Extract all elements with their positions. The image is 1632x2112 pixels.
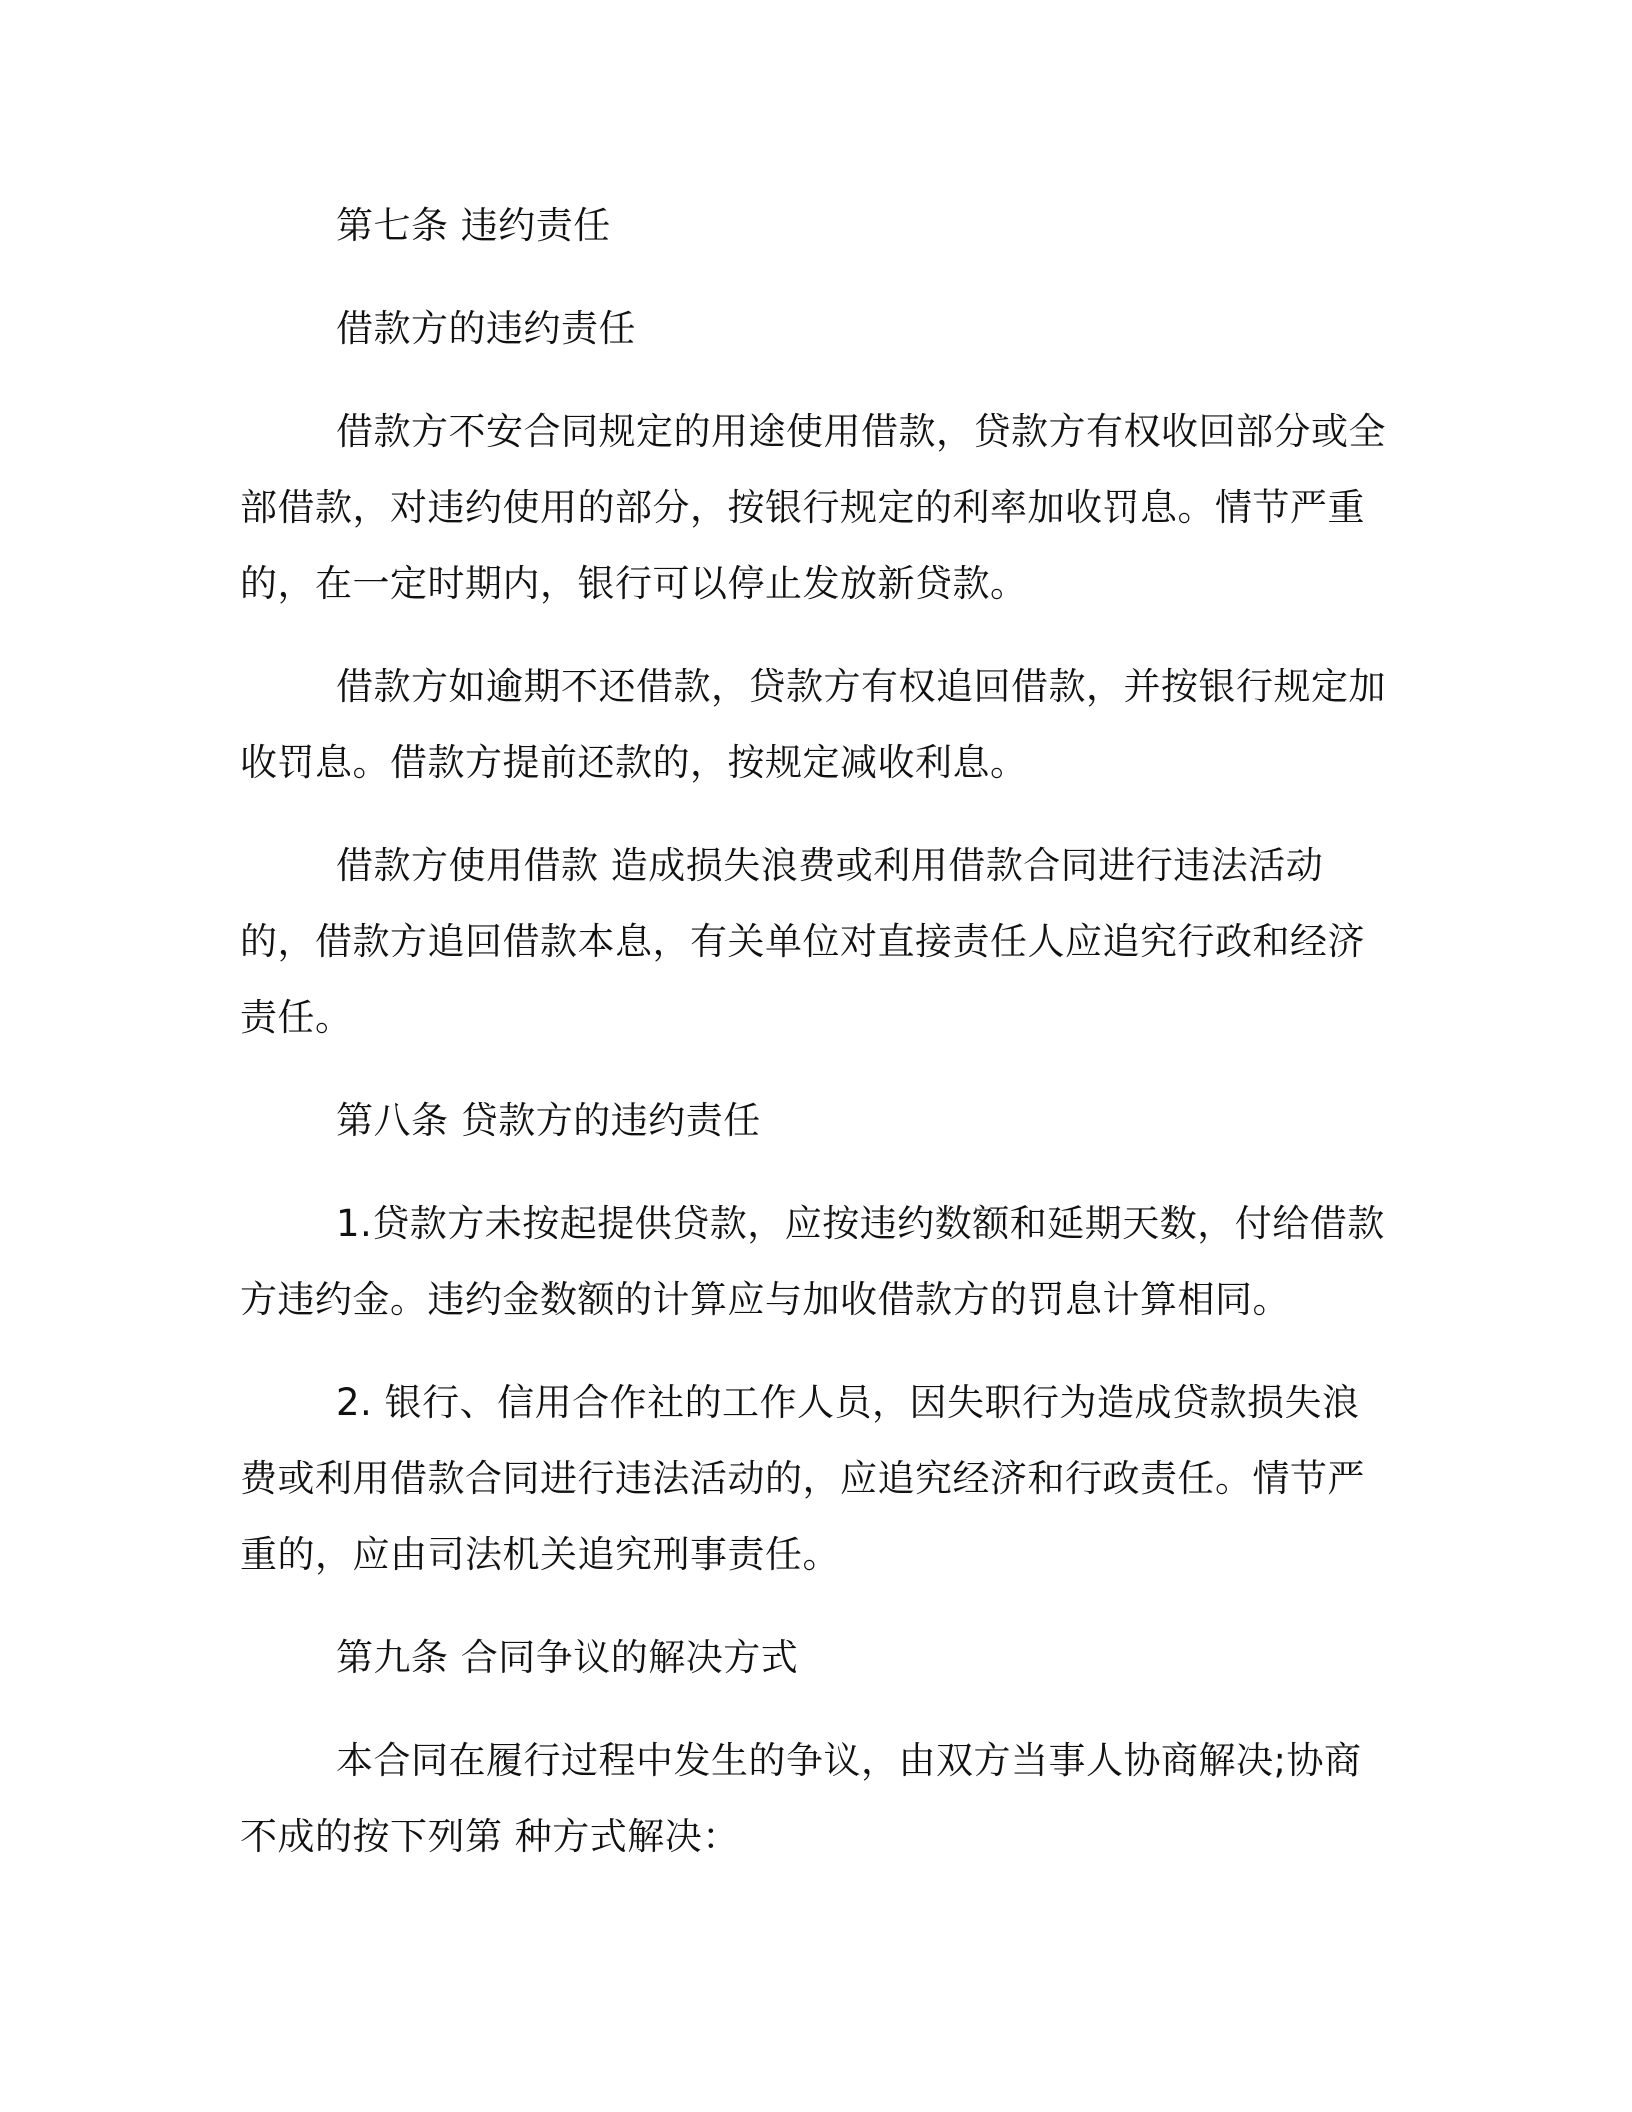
paragraph-dispute-resolution: 本合同在履行过程中发生的争议，由双方当事人协商解决;协商不成的按下列第 种方式解决： xyxy=(240,1739,1362,1858)
article-8-heading: 第八条 贷款方的违约责任 xyxy=(336,1099,761,1142)
document-body xyxy=(240,188,1390,1902)
article-7-heading: 第七条 违约责任 xyxy=(336,204,611,247)
paragraph-misuse-of-loan: 借款方不安合同规定的用途使用借款，贷款方有权收回部分或全部借款，对违约使用的部分，按银行规定的利率加收罚息。情节严重的，在一定时期内，银行可以停止发放新贷款。 xyxy=(240,410,1386,605)
borrower-liability-heading: 借款方的违约责任 xyxy=(336,307,636,350)
article-9-heading: 第九条 合同争议的解决方式 xyxy=(336,1636,799,1679)
paragraph-overdue-repayment: 借款方如逾期不还借款，贷款方有权追回借款，并按银行规定加收罚息。借款方提前还款的，按规定减收利息。 xyxy=(240,665,1386,784)
paragraph-lender-late-provision: 1.贷款方未按起提供贷款，应按违约数额和延期天数，付给借款方违约金。违约金数额的计算应与加收借款方的罚息计算相同。 xyxy=(240,1202,1385,1321)
paragraph-staff-negligence: 2. 银行、信用合作社的工作人员，因失职行为造成贷款损失浪费或利用借款合同进行违法活动的，应追究经济和行政责任。情节严重的，应由司法机关追究刑事责任。 xyxy=(240,1381,1365,1576)
paragraph-loss-or-illegal-use: 借款方使用借款 造成损失浪费或利用借款合同进行违法活动的，借款方追回借款本息，有关单位对直接责任人应追究行政和经济责任。 xyxy=(240,844,1365,1039)
